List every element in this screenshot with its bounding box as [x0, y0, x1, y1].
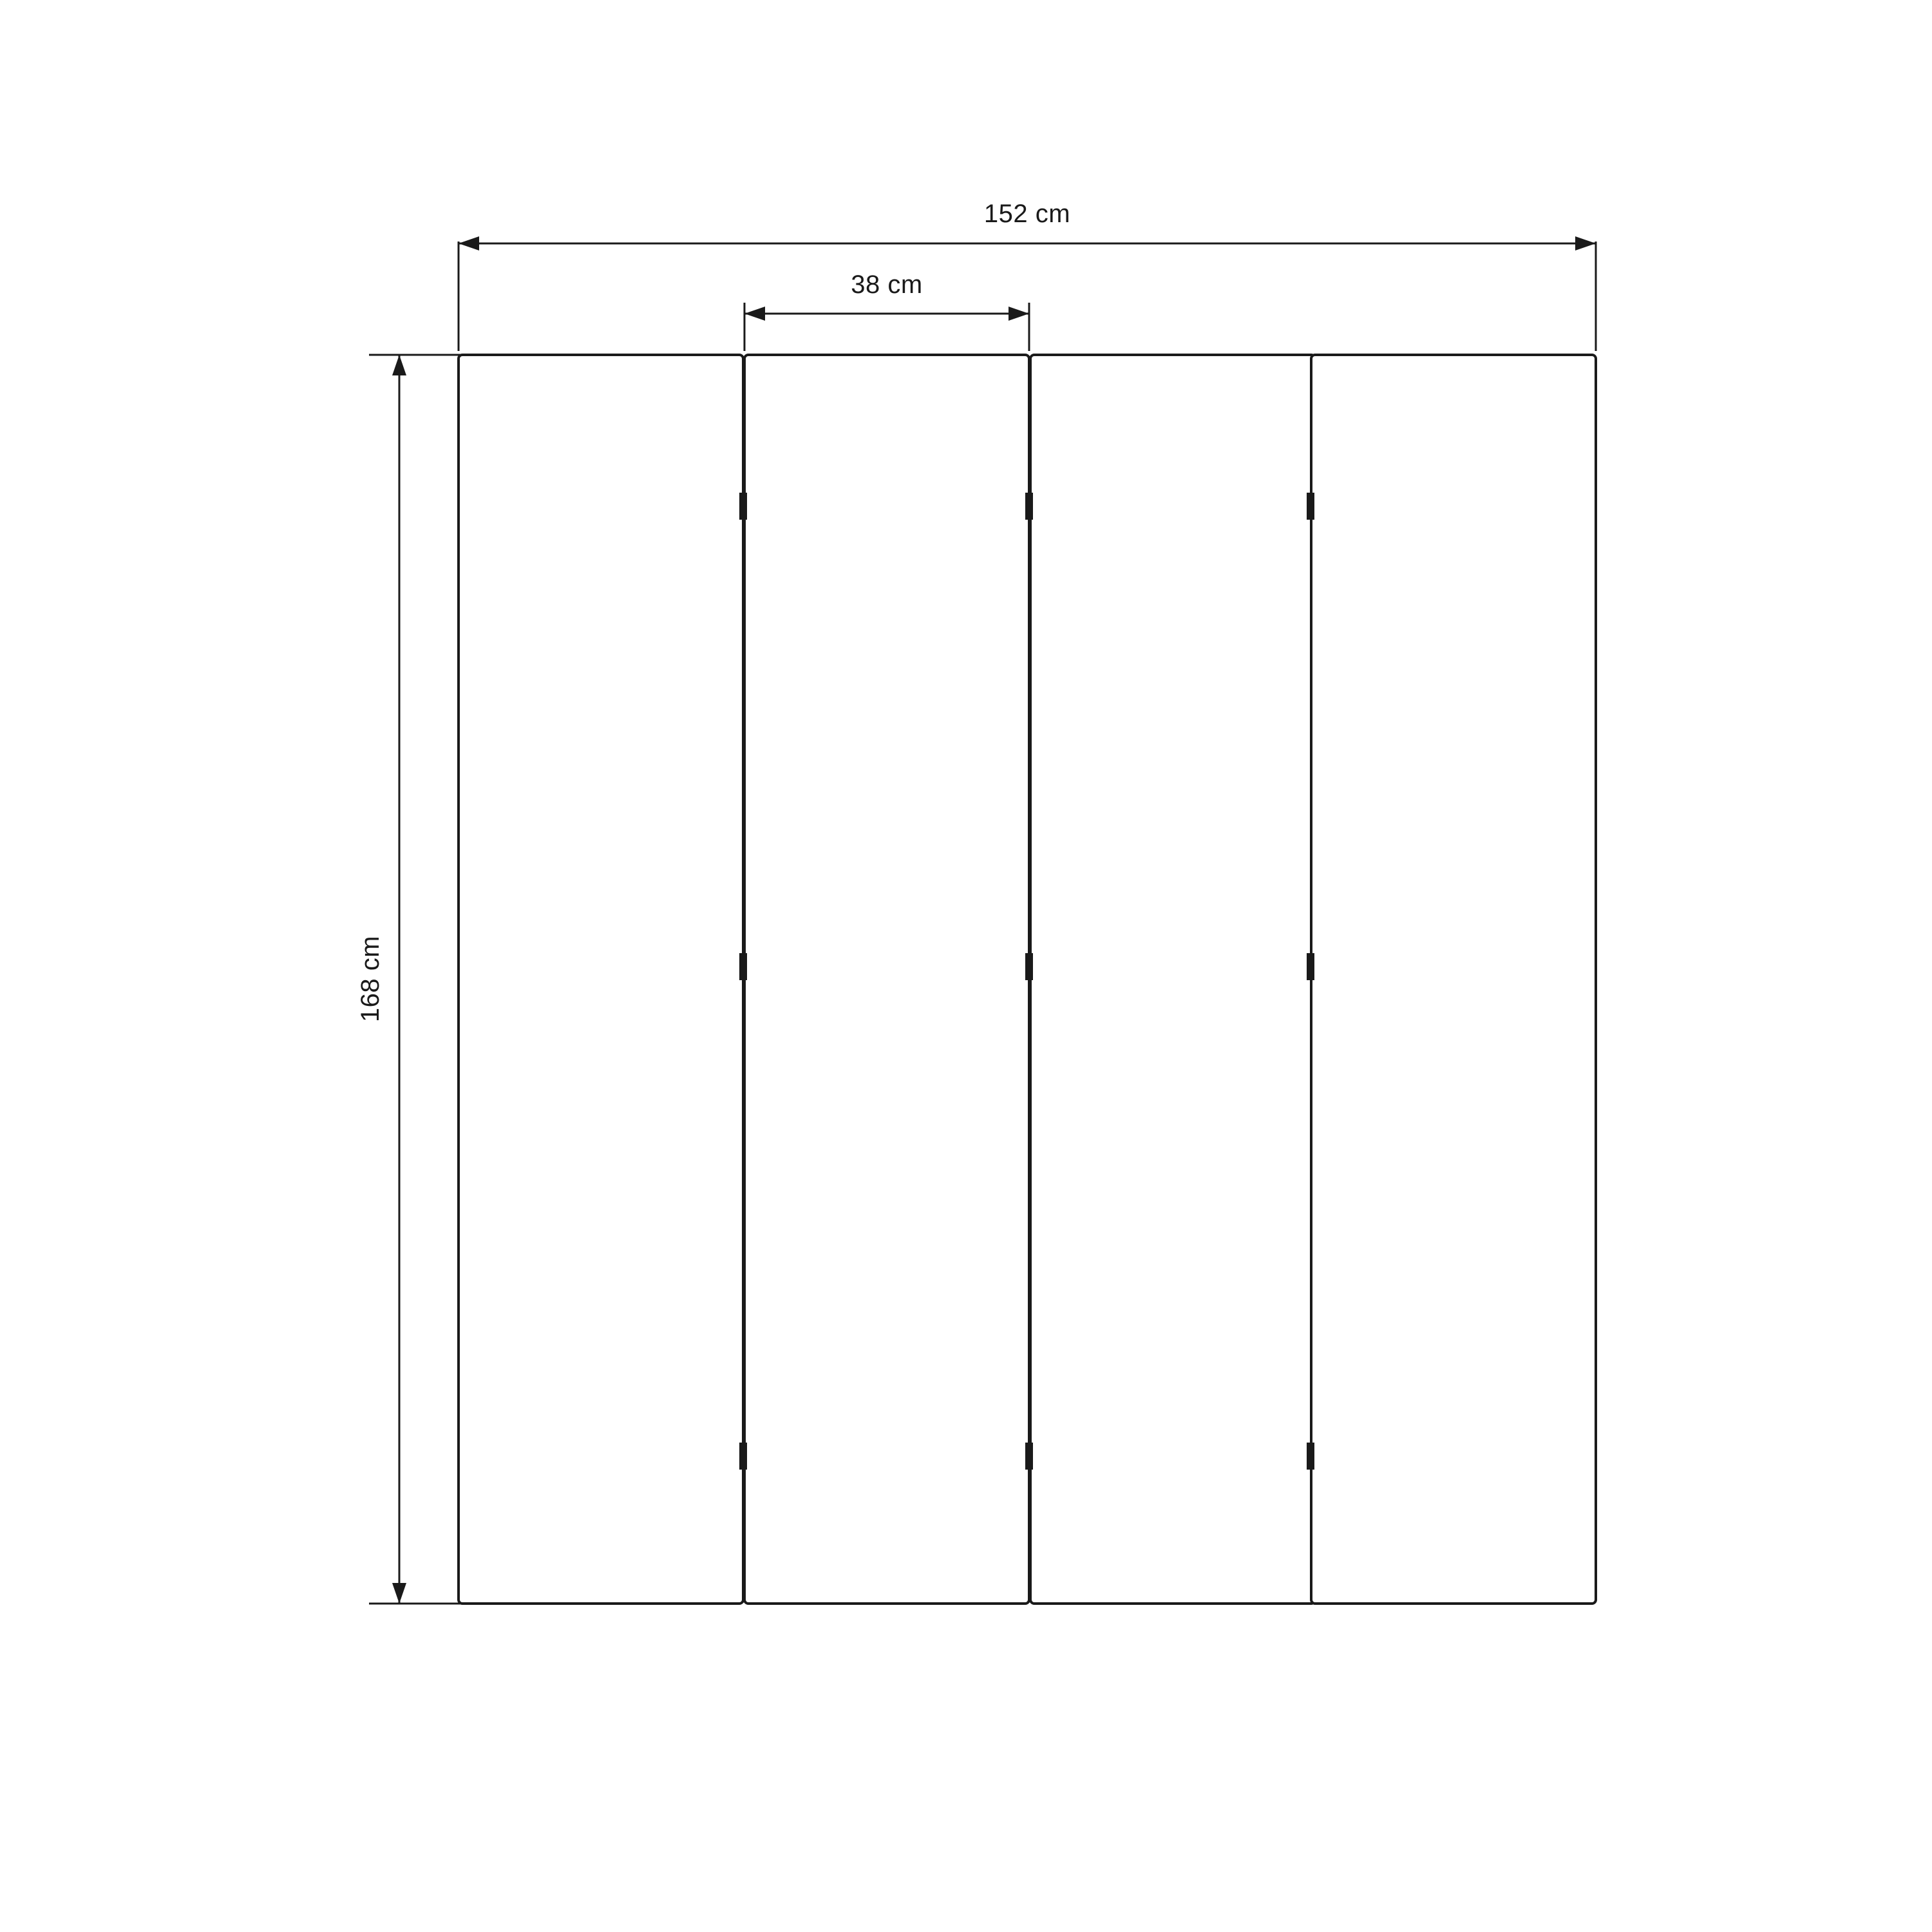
hinge-icon [1025, 1443, 1033, 1470]
hinge-icon [739, 493, 747, 520]
height-label: 168 cm [356, 935, 384, 1023]
arrowhead-right-icon [1575, 236, 1596, 251]
panel-4[interactable] [1311, 355, 1596, 1604]
arrowhead-right-icon [1009, 307, 1029, 321]
panel-width-label: 38 cm [851, 270, 923, 299]
total-width-label: 152 cm [983, 200, 1071, 228]
hinge-icon [1307, 493, 1314, 520]
hinge-icon [1025, 493, 1033, 520]
arrowhead-up-icon [392, 355, 406, 375]
arrowhead-left-icon [744, 307, 765, 321]
arrowhead-left-icon [459, 236, 479, 251]
panel-1[interactable] [459, 355, 743, 1604]
panel-width-dimension [744, 270, 1029, 351]
hinge-icon [739, 1443, 747, 1470]
hinge-icon [1307, 953, 1314, 980]
arrowhead-down-icon [392, 1583, 406, 1604]
hinge-icon [1025, 953, 1033, 980]
hinge-icon [739, 953, 747, 980]
panel-3[interactable] [1030, 355, 1315, 1604]
height-dimension [356, 355, 461, 1604]
hinge-icon [1307, 1443, 1314, 1470]
total-width-dimension [459, 200, 1596, 351]
panel-2[interactable] [744, 355, 1029, 1604]
